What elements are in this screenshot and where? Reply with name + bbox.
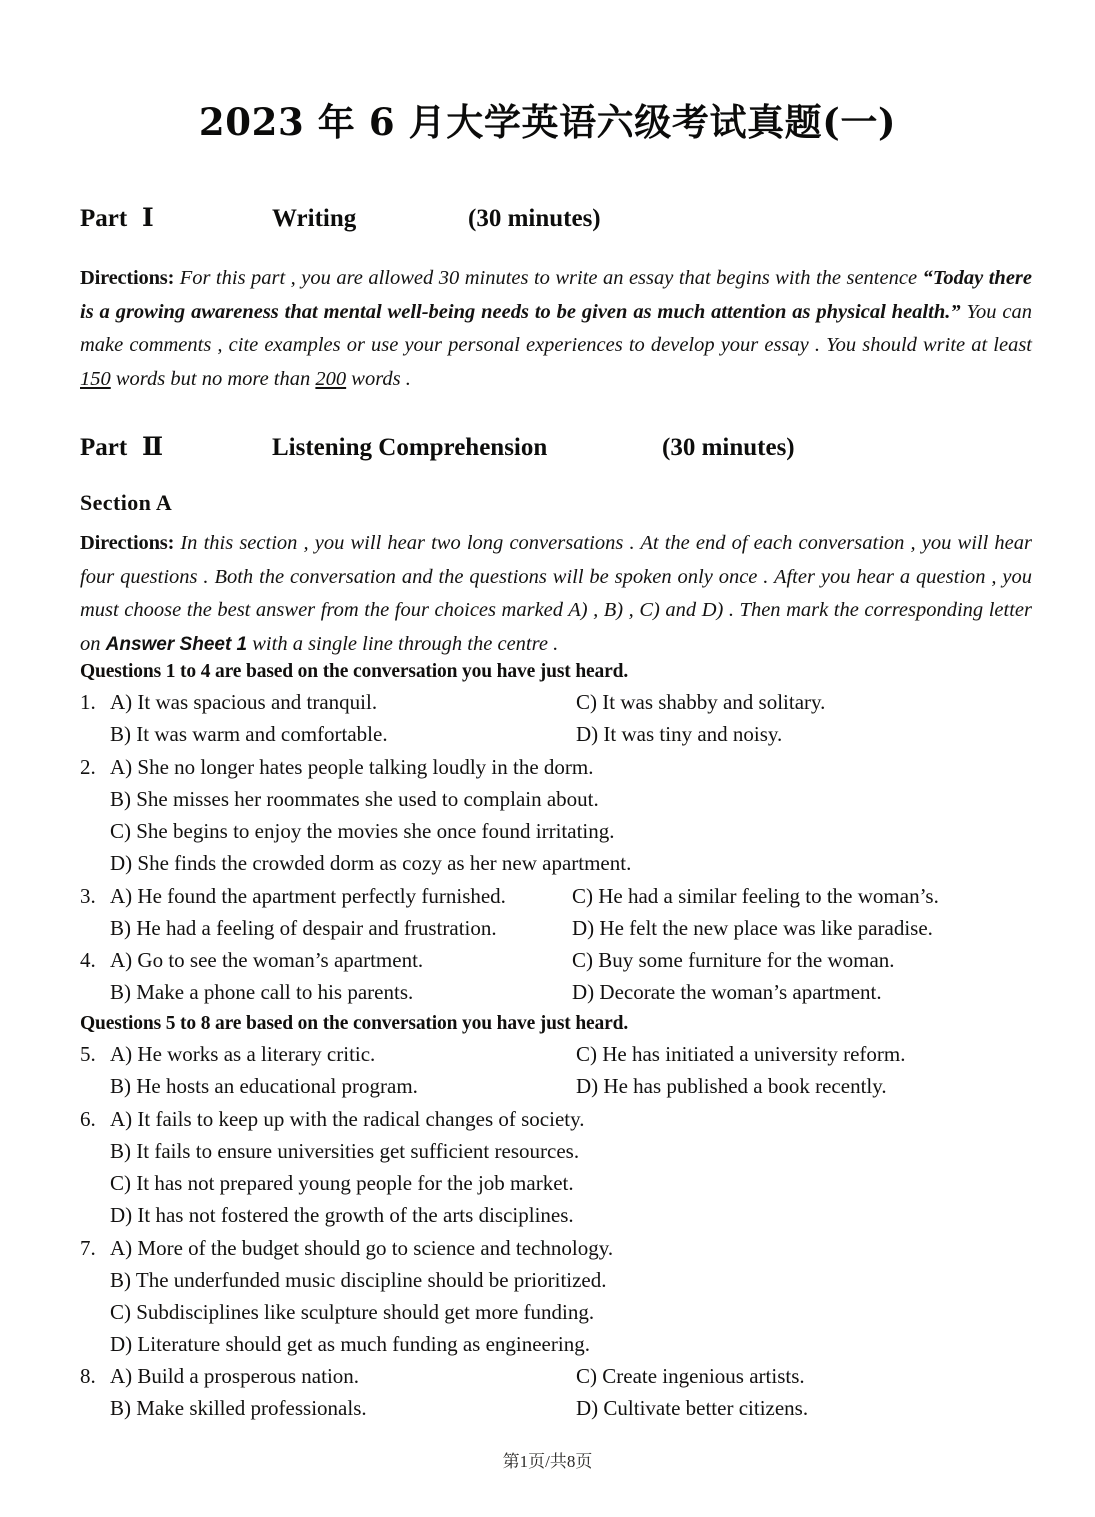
question-6-number: 6.	[80, 1107, 96, 1131]
question-2-number: 2.	[80, 755, 96, 779]
question-4-option-c[interactable]: C) Buy some furniture for the woman.	[572, 948, 895, 972]
question-7-option-a[interactable]: A) More of the budget should go to science and technology.	[110, 1236, 614, 1260]
part-1-time: (30 minutes)	[468, 205, 601, 232]
question-5-option-a[interactable]: A) He works as a literary critic.	[110, 1042, 376, 1066]
page-footer: 第1页/共8页	[502, 1452, 593, 1471]
question-8-option-b[interactable]: B) Make skilled professionals.	[110, 1396, 367, 1420]
question-2-option-d[interactable]: D) She finds the crowded dorm as cozy as her new apartment.	[110, 851, 632, 875]
question-4-number: 4.	[80, 948, 96, 972]
part-1-number: Ⅰ	[142, 203, 154, 232]
question-7-option-b[interactable]: B) The underfunded music discipline should be prioritized.	[110, 1268, 607, 1292]
question-7-number: 7.	[80, 1236, 96, 1260]
question-1-option-b[interactable]: B) It was warm and comfortable.	[110, 722, 388, 746]
question-8-number: 8.	[80, 1364, 96, 1388]
question-6-option-a[interactable]: A) It fails to keep up with the radical changes of society.	[110, 1107, 585, 1131]
section-a-directions-label: Directions:	[80, 532, 175, 554]
section-a-label: Section A	[80, 490, 173, 515]
question-4-option-b[interactable]: B) Make a phone call to his parents.	[110, 980, 414, 1004]
question-7-option-c[interactable]: C) Subdisciplines like sculpture should get more funding.	[110, 1300, 595, 1324]
question-3-option-b[interactable]: B) He had a feeling of despair and frustration.	[110, 916, 497, 940]
part-2-name: Listening Comprehension	[272, 434, 548, 461]
page-title: 2023 年 6 月大学英语六级考试真题(一)	[198, 100, 897, 144]
section-a-directions-body: In this section , you will hear two long conversations . At the end of each conversation , you will hear four questions . Both the conversation and the questions will be spoken only once . After you hear a question , you must choose the best answer from the four choices marked A) , B) , C) and D) . Then mark the corresponding letter on Answer Sheet 1 with a single line through the centre .	[80, 532, 1032, 655]
part-1-heading	[80, 203, 1040, 233]
question-2-option-b[interactable]: B) She misses her roommates she used to complain about.	[110, 787, 599, 811]
question-5-option-b[interactable]: B) He hosts an educational program.	[110, 1074, 418, 1098]
max-words-value: 200	[315, 367, 347, 390]
part-1-label: Part	[80, 205, 128, 232]
part-1-name: Writing	[272, 205, 357, 232]
part-2-number: Ⅱ	[142, 432, 164, 461]
question-3-option-a[interactable]: A) He found the apartment perfectly furnished.	[110, 884, 506, 908]
question-1-number: 1.	[80, 690, 96, 714]
question-5-option-d[interactable]: D) He has published a book recently.	[576, 1074, 887, 1098]
section-a-directions	[80, 527, 1032, 661]
part-2-heading	[80, 432, 1040, 462]
question-3-option-c[interactable]: C) He had a similar feeling to the woman’s.	[572, 884, 939, 908]
question-group-1-header: Questions 1 to 4 are based on the conversation you have just heard.	[80, 661, 629, 682]
part-2-label: Part	[80, 434, 128, 461]
question-8-option-a[interactable]: A) Build a prosperous nation.	[110, 1364, 360, 1388]
question-7-option-d[interactable]: D) Literature should get as much funding as engineering.	[110, 1332, 590, 1356]
min-words-value: 150	[80, 367, 111, 390]
question-8-option-c[interactable]: C) Create ingenious artists.	[576, 1364, 805, 1388]
question-4-option-a[interactable]: A) Go to see the woman’s apartment.	[110, 948, 424, 972]
question-5-option-c[interactable]: C) He has initiated a university reform.	[576, 1042, 906, 1066]
question-group-2-header: Questions 5 to 8 are based on the conversation you have just heard.	[80, 1013, 629, 1034]
part-2-time: (30 minutes)	[662, 434, 795, 461]
question-5-number: 5.	[80, 1042, 96, 1066]
question-4-option-d[interactable]: D) Decorate the woman’s apartment.	[572, 980, 882, 1004]
question-8-option-d[interactable]: D) Cultivate better citizens.	[576, 1396, 809, 1420]
question-6-option-c[interactable]: C) It has not prepared young people for the job market.	[110, 1171, 574, 1195]
question-3-number: 3.	[80, 884, 96, 908]
part-1-directions-label: Directions:	[80, 267, 175, 289]
question-6-option-b[interactable]: B) It fails to ensure universities get sufficient resources.	[110, 1139, 580, 1163]
question-1-option-d[interactable]: D) It was tiny and noisy.	[576, 722, 783, 746]
question-1-option-a[interactable]: A) It was spacious and tranquil.	[110, 690, 378, 714]
answer-sheet-label: Answer Sheet 1	[105, 633, 248, 655]
question-6-option-d[interactable]: D) It has not fostered the growth of the arts disciplines.	[110, 1203, 574, 1227]
question-2-option-c[interactable]: C) She begins to enjoy the movies she once found irritating.	[110, 819, 615, 843]
question-1-option-c[interactable]: C) It was shabby and solitary.	[576, 690, 826, 714]
part-1-directions-body: For this part , you are allowed 30 minutes to write an essay that begins with the sentence “Today there is a growing awareness that mental well-being needs to be given as much attention as physical health.” You can make comments , cite examples or use your personal experiences to develop your essay . You should write at least 150 words but no more than 200 words .	[80, 267, 1033, 390]
question-2-option-a[interactable]: A) She no longer hates people talking loudly in the dorm.	[110, 755, 594, 779]
part-1-directions	[80, 262, 1032, 396]
question-3-option-d[interactable]: D) He felt the new place was like paradise.	[572, 916, 933, 940]
